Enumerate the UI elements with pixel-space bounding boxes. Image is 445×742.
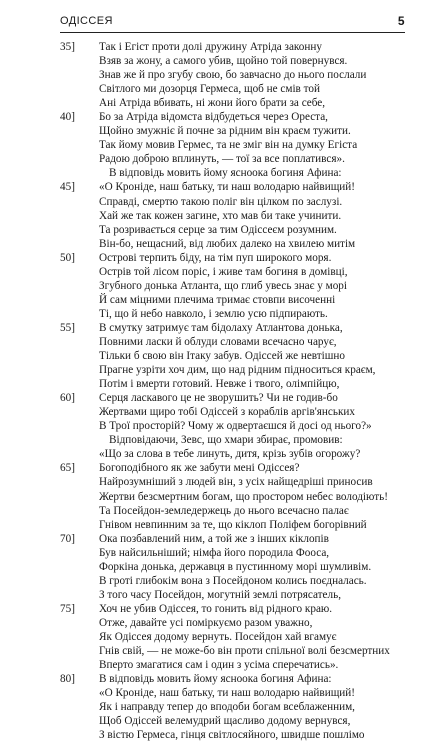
verse-line <box>60 110 405 124</box>
verse-text: Щойно змужніє й почне за рідним він краєм тужити. <box>99 125 351 138</box>
verse-text: Й сам міцними плечима тримає стовпи височенні <box>99 293 336 306</box>
verse-line <box>60 166 405 180</box>
verse-line <box>60 335 405 349</box>
verse-line <box>60 377 405 391</box>
poem-text <box>60 40 405 742</box>
verse-line <box>60 700 405 714</box>
verse-text: Радою доброю вплинуть, — тої за все поплатився». <box>99 153 345 166</box>
verse-line <box>60 616 405 630</box>
line-number: 40] <box>60 111 75 124</box>
verse-text: Повними ласки й облуди словами всечасно чарує, <box>99 335 337 348</box>
verse-line <box>60 447 405 461</box>
verse-line <box>60 124 405 138</box>
verse-line <box>60 209 405 223</box>
verse-line <box>60 644 405 658</box>
line-number: 70] <box>60 532 75 545</box>
verse-text: Хоч не убив Одіссея, то гонить від рідного краю. <box>99 602 333 615</box>
verse-text: Гнівом невпинним за те, що кіклоп Поліфем богорівний <box>99 518 367 531</box>
verse-line <box>60 461 405 475</box>
verse-text: Справді, смертю такою поліг він цілком по заслузі. <box>99 195 343 208</box>
verse-line <box>60 195 405 209</box>
verse-line <box>60 54 405 68</box>
verse-text: З того часу Посейдон, могутній землі потрясатель, <box>99 588 342 601</box>
verse-text: Найрозумніший з людей він, з усіх найщедріші приносив <box>99 476 373 489</box>
line-number: 50] <box>60 251 75 264</box>
line-number: 60] <box>60 392 75 405</box>
verse-text: Був найсильніший; німфа його породила Фооса, <box>99 546 330 559</box>
verse-line <box>60 490 405 504</box>
verse-text: Богоподібного як же забути мені Одіссея? <box>99 462 300 475</box>
verse-text: Форкіна донька, державця в пустинному морі шумливім. <box>99 560 372 573</box>
verse-text: Ані Атріда вбивать, ні жони його брати за себе, <box>99 97 326 110</box>
verse-text: Острів той лісом поріс, і живе там богиня в домівці, <box>99 265 348 278</box>
verse-line <box>60 686 405 700</box>
verse-text: «О Кроніде, наш батьку, ти наш володарю найвищий! <box>99 687 356 700</box>
verse-line <box>60 433 405 447</box>
verse-line <box>60 82 405 96</box>
verse-line <box>60 728 405 742</box>
verse-text: Так і Егіст проти долі дружину Атріда законну <box>99 41 322 53</box>
verse-line <box>60 40 405 54</box>
verse-line <box>60 532 405 546</box>
verse-text: Як Одіссея додому вернуть. Посейдон хай вгамує <box>99 630 337 643</box>
verse-text: Гнів свій, — не може-бо він проти спільної волі безсмертних <box>99 645 390 658</box>
verse-line <box>60 560 405 574</box>
verse-line <box>60 152 405 166</box>
line-number: 75] <box>60 602 75 615</box>
page-number: 5 <box>397 14 405 28</box>
verse-text: Жертви безсмертним богам, що простором небес володіють! <box>99 490 388 503</box>
verse-text: В смутку затримує там бідолаху Атлантова донька, <box>99 321 343 334</box>
verse-text: Ока позбавлений ним, а той же з інших кіклопів <box>99 532 329 545</box>
verse-line <box>60 68 405 82</box>
verse-line <box>60 475 405 489</box>
verse-text: Хай же так кожен загине, хто мав би таке учинити. <box>99 209 342 222</box>
verse-line <box>60 321 405 335</box>
verse-line <box>60 672 405 686</box>
verse-text: Потім і вмерти готовий. Невже і твого, олімпійцю, <box>99 378 340 391</box>
verse-text: Взяв за жону, а самого убив, щойно той повернувся. <box>99 55 348 68</box>
verse-line <box>60 630 405 644</box>
verse-line <box>60 223 405 237</box>
verse-text: Так йому мовив Гермес, та не зміг він на думку Егіста <box>99 139 358 152</box>
verse-text: Знав же й про згубу свою, бо завчасно до нього послали <box>99 69 367 82</box>
verse-line <box>60 180 405 194</box>
verse-line <box>60 237 405 251</box>
line-number: 55] <box>60 321 75 334</box>
verse-text: Щоб Одіссей велемудрий щасливо додому вернувся, <box>99 715 351 728</box>
verse-line <box>60 279 405 293</box>
line-number: 45] <box>60 181 75 194</box>
verse-text: В гроті глибокім вона з Посейдоном колись поєдналась. <box>99 574 367 587</box>
verse-line <box>60 293 405 307</box>
verse-line <box>60 138 405 152</box>
verse-text: «О Кроніде, наш батьку, ти наш володарю найвищий! <box>99 181 356 194</box>
verse-line <box>60 658 405 672</box>
verse-text: Острові терпить біду, на тім пуп широкого моря. <box>99 251 332 264</box>
verse-line <box>60 405 405 419</box>
verse-text: Вперто змагатися сам і один з усіма сперечатись». <box>99 659 339 672</box>
verse-text: Та розривається серце за тим Одіссеєм розумним. <box>99 223 337 236</box>
running-header <box>60 14 405 33</box>
verse-text: Отже, давайте усі поміркуємо разом уважно, <box>99 616 313 629</box>
verse-text: В відповідь мовить йому ясноока богиня Афина: <box>99 673 332 686</box>
verse-text: В відповідь мовить йому ясноока богиня Афина: <box>109 167 342 180</box>
verse-line <box>60 419 405 433</box>
verse-line <box>60 265 405 279</box>
verse-text: Він-бо, нещасний, від любих далеко на хвилею митім <box>99 237 356 250</box>
verse-text: Жертвами щиро тобі Одіссей з кораблів аргів'янських <box>99 406 355 419</box>
verse-text: Ті, що й небо навколо, і землю усю підпирають. <box>99 307 328 320</box>
verse-line <box>60 307 405 321</box>
line-number: 65] <box>60 462 75 475</box>
verse-line <box>60 504 405 518</box>
verse-text: Відповідаючи, Зевс, що хмари збирає, промовив: <box>109 434 343 447</box>
verse-text: Та Посейдон-земледержець до нього всечасно палає <box>99 504 349 517</box>
verse-line <box>60 518 405 532</box>
verse-line <box>60 588 405 602</box>
verse-line <box>60 574 405 588</box>
verse-line <box>60 602 405 616</box>
verse-text: Серця ласкавого це не зворушить? Чи не годив-бо <box>99 392 338 405</box>
line-number: 80] <box>60 673 75 686</box>
verse-text: Прагне узріти хоч дим, що над рідним підноситься краєм, <box>99 364 376 377</box>
verse-line <box>60 546 405 560</box>
running-title: ОДІССЕЯ <box>60 15 113 27</box>
verse-text: Світлого ми дозорця Гермеса, щоб не смів той <box>99 83 320 96</box>
verse-line <box>60 363 405 377</box>
line-number: 35] <box>60 41 75 53</box>
verse-text: В Трої просторій? Чому ж одвертаєшся й досі од нього?» <box>99 420 372 433</box>
verse-line <box>60 714 405 728</box>
verse-line <box>60 96 405 110</box>
verse-text: Бо за Атріда відомста відбудеться через Ореста, <box>99 111 328 124</box>
verse-text: Згубного донька Атланта, що глиб увесь знає у морі <box>99 279 348 292</box>
verse-text: «Що за слова в тебе линуть, дитя, крізь зубів огорожу? <box>99 448 361 461</box>
verse-text: Тільки б свою він Ітаку забув. Одіссей же невтішно <box>99 350 345 363</box>
verse-line <box>60 251 405 265</box>
verse-text: Як і направду тепер до вподоби богам всеблаженним, <box>99 701 355 714</box>
verse-line <box>60 391 405 405</box>
verse-text: З вістю Гермеса, гінця світлосяйного, швидше пошлімо <box>99 729 365 742</box>
verse-line <box>60 349 405 363</box>
